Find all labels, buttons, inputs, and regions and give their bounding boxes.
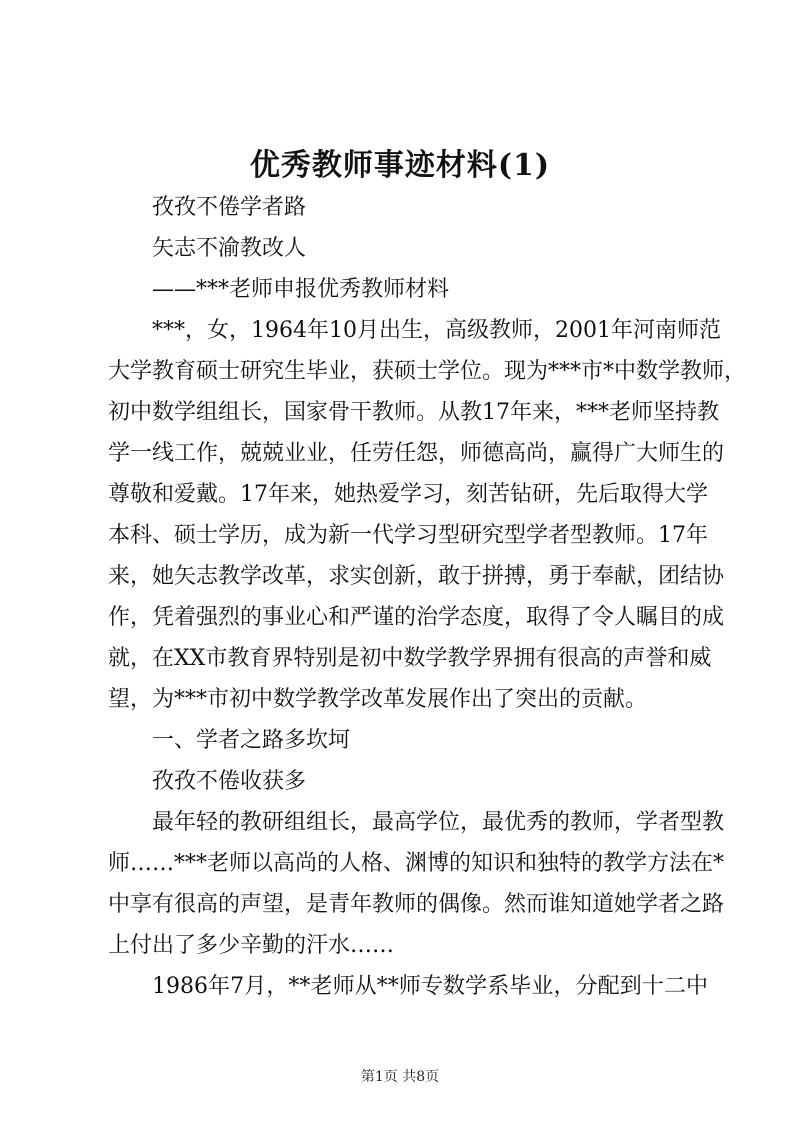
paragraph-line: 大学教育硕士研究生毕业，获硕士学位。现为***市*中数学教师， (108, 359, 747, 384)
paragraph-line: 上付出了多少辛勤的汗水…… (108, 933, 395, 958)
paragraph-line: 望，为***市初中数学教学改革发展作出了突出的贡献。 (108, 687, 648, 712)
subtitle-line-1: 孜孜不倦学者路 (152, 195, 307, 220)
paragraph-line: 初中数学组组长，国家骨干教师。从教17年来，***老师坚持教 (108, 400, 719, 425)
paragraph-line: 学一线工作，兢兢业业，任劳任怨，师德高尚，赢得广大师生的 (108, 441, 725, 466)
subtitle-line-2: 矢志不渝教改人 (152, 236, 307, 261)
paragraph-line: ***，女，1964年10月出生，高级教师，2001年河南师范 (152, 318, 721, 343)
paragraph-line: 本科、硕士学历，成为新一代学习型研究型学者型教师。17年 (108, 523, 708, 548)
paragraph-line: 作，凭着强烈的事业心和严谨的治学态度，取得了令人瞩目的成 (108, 605, 725, 630)
paragraph-line: 尊敬和爱戴。17年来，她热爱学习，刻苦钻研，先后取得大学 (108, 482, 708, 507)
subtitle-line-3: ——***老师申报优秀教师材料 (152, 277, 450, 302)
paragraph-line: 就，在XX市教育界特别是初中数学教学界拥有很高的声誉和威 (108, 646, 712, 671)
page-title: 优秀教师事迹材料(1) (249, 148, 551, 183)
page-footer: 第1页 共8页 (360, 1069, 440, 1085)
section-heading-1: 一、学者之路多坎坷 (152, 728, 351, 753)
paragraph-line: 中享有很高的声望，是青年教师的偶像。然而谁知道她学者之路 (108, 892, 725, 917)
paragraph-line: 师……***老师以高尚的人格、渊博的知识和独特的教学方法在* (108, 851, 725, 876)
paragraph-line: 来，她矢志教学改革，求实创新，敢于拼搏，勇于奉献，团结协 (108, 564, 725, 589)
section-heading-2: 孜孜不倦收获多 (152, 769, 307, 794)
paragraph-line: 最年轻的教研组组长，最高学位，最优秀的教师，学者型教 (152, 810, 725, 835)
paragraph-line: 1986年7月，**老师从**师专数学系毕业，分配到十二中 (152, 974, 708, 999)
